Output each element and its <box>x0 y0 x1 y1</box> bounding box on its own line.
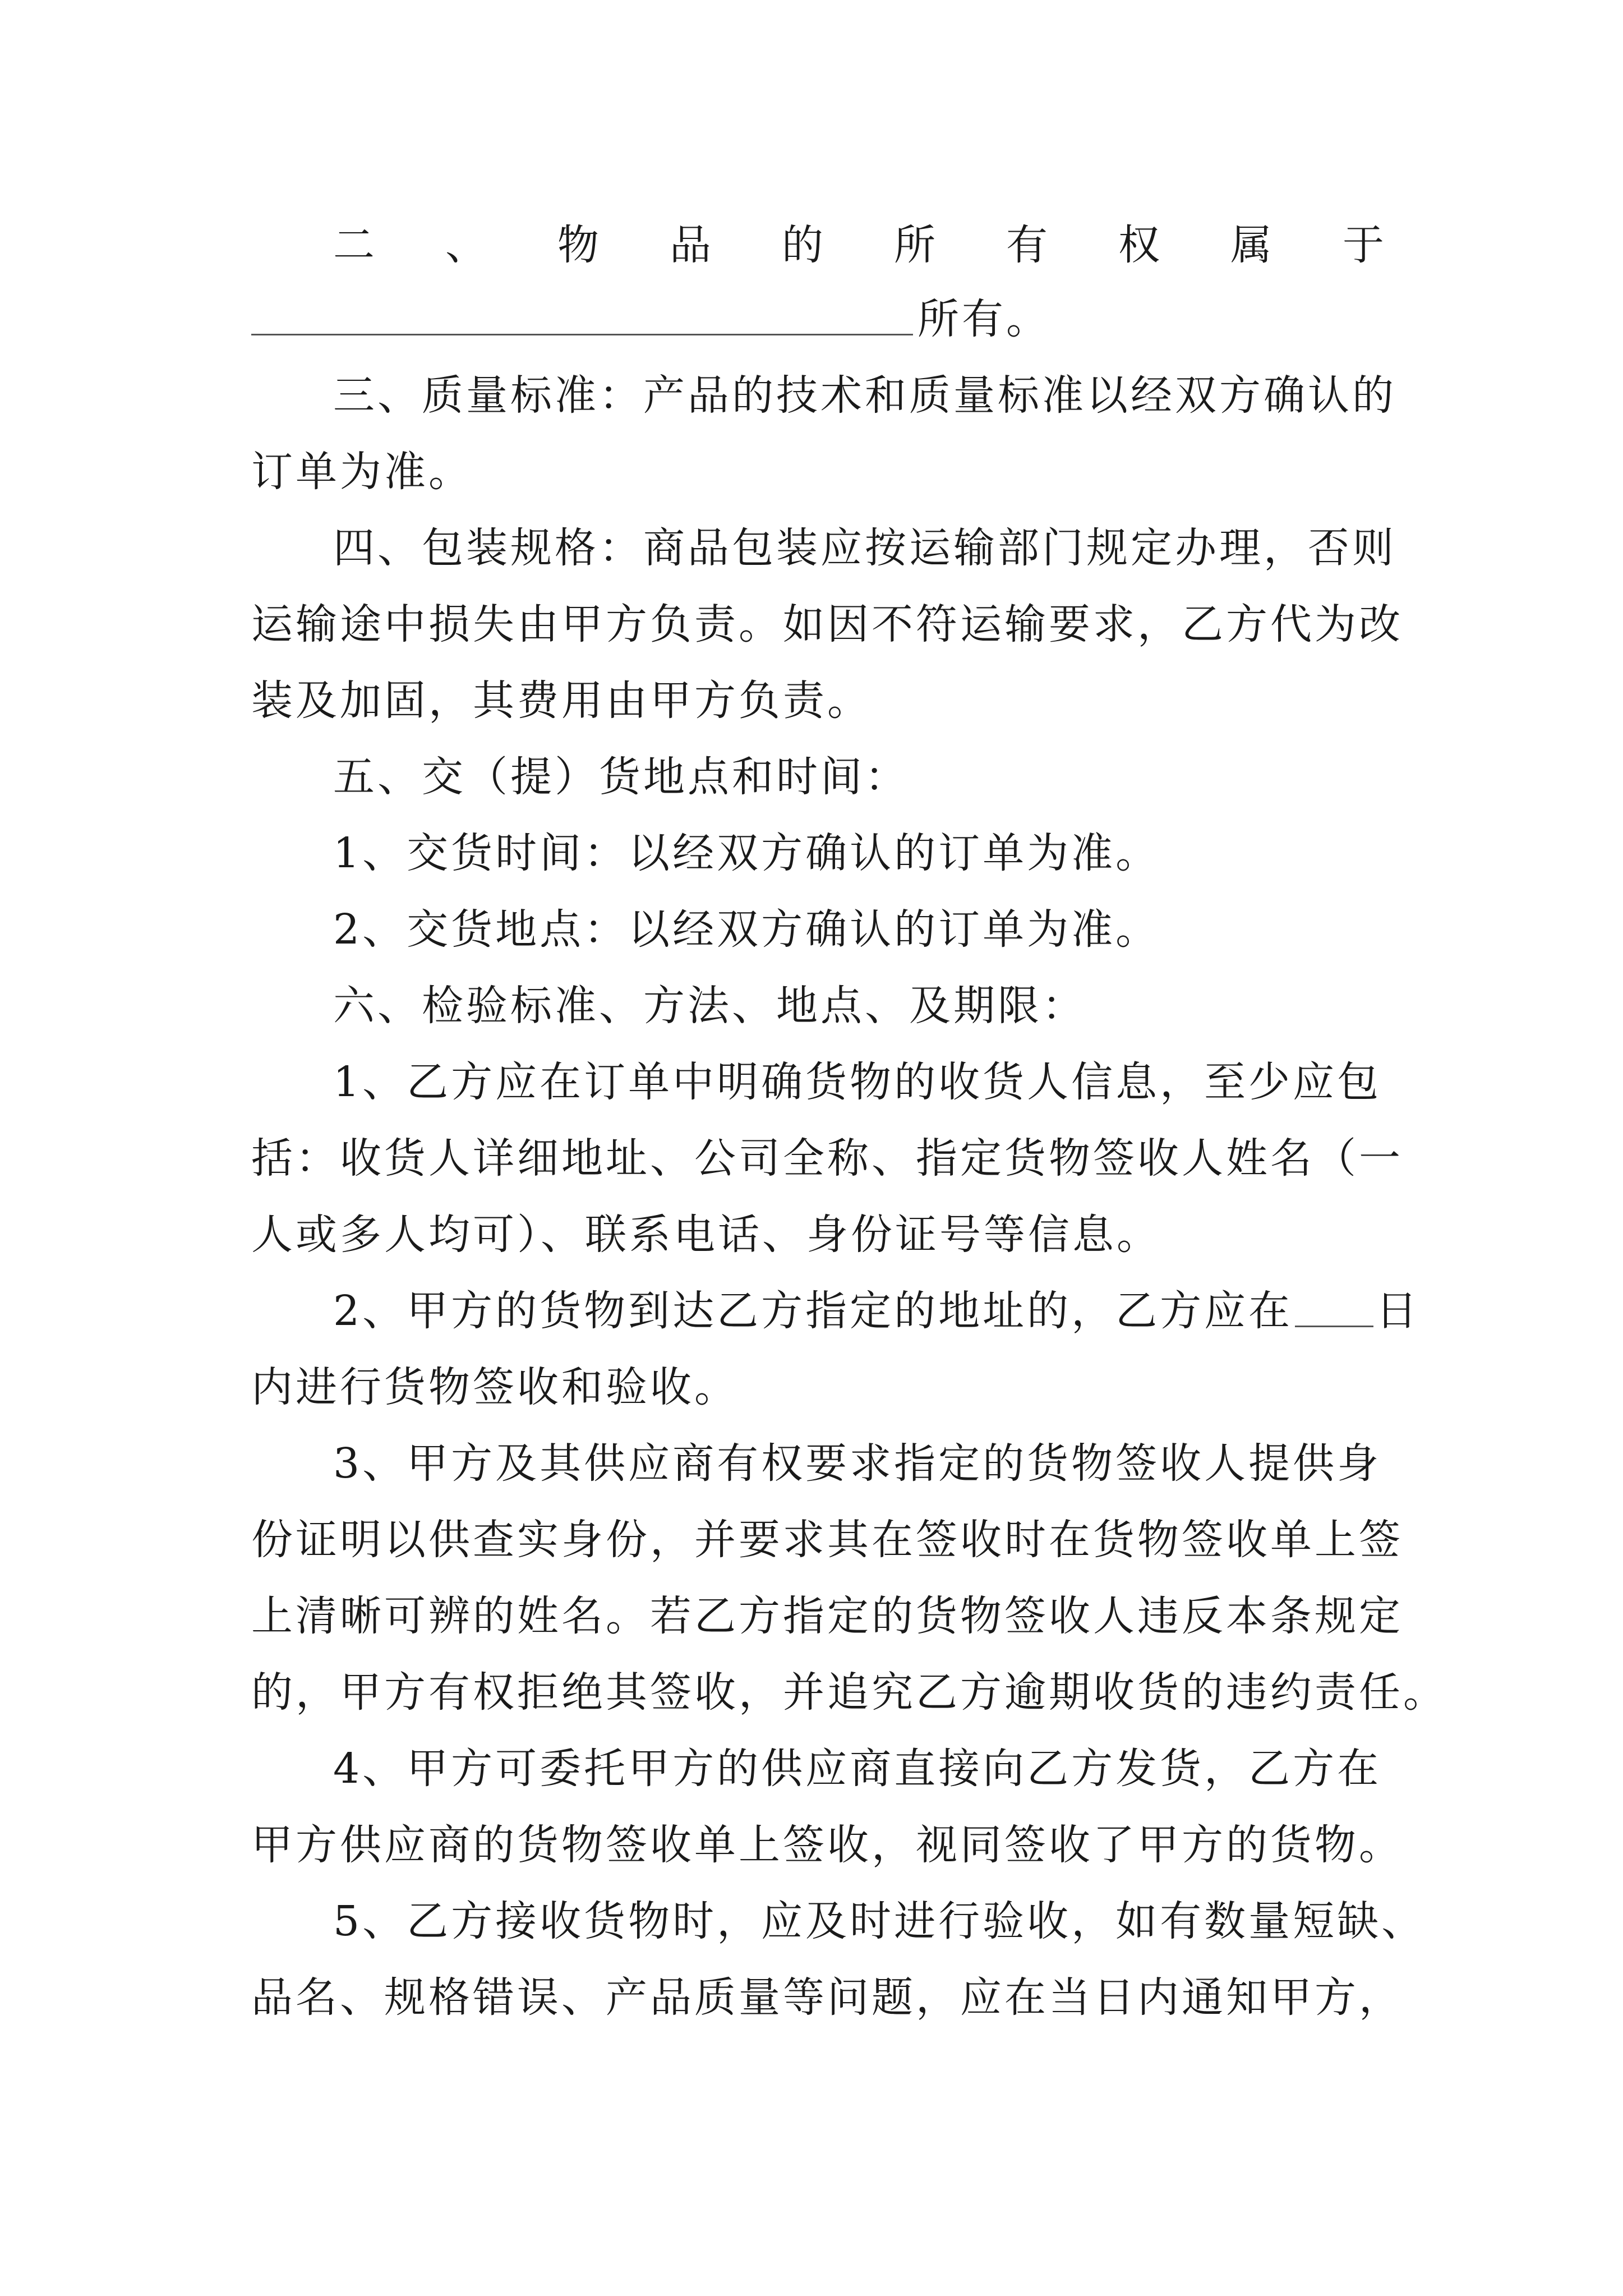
ownership-char: 属 <box>1230 221 1272 269</box>
inspection-clause-2-text: 2、甲方的货物到达乙方指定的地址的，乙方应在 <box>333 1287 1293 1335</box>
ownership-char: 二 <box>333 221 375 269</box>
paragraph-line: 内进行货物签收和验收。 <box>251 1363 739 1411</box>
ownership-char: 的 <box>782 221 823 269</box>
paragraph-line: 括：收货人详细地址、公司全称、指定货物签收人姓名（一 <box>251 1134 1403 1182</box>
paragraph-line: 四、包装规格：商品包装应按运输部门规定办理，否则 <box>333 524 1396 572</box>
paragraph-line: 份证明以供查实身份，并要求其在签收时在货物签收单上签 <box>251 1516 1403 1564</box>
inspection-clause-2-line <box>333 1280 1421 1342</box>
paragraph-line: 装及加固，其费用由甲方负责。 <box>251 677 872 725</box>
paragraph-line: 的，甲方有权拒绝其签收，并追究乙方逾期收货的违约责任。 <box>251 1668 1447 1717</box>
inspection-clause-2-unit: 日 <box>1376 1287 1421 1335</box>
ownership-blank-line <box>251 288 1384 350</box>
paragraph-line: 订单为准。 <box>251 448 473 496</box>
paragraph-line: 品名、规格错误、产品质量等问题，应在当日内通知甲方， <box>251 1973 1403 2022</box>
ownership-char: 、 <box>445 221 487 269</box>
ownership-char: 品 <box>670 221 711 269</box>
paragraph-line: 2、交货地点：以经双方确认的订单为准。 <box>333 905 1160 954</box>
paragraph-line: 五、交（提）货地点和时间： <box>333 753 909 801</box>
days-blank-field <box>1295 1326 1373 1327</box>
paragraph-line: 甲方供应商的货物签收单上签收，视同签收了甲方的货物。 <box>251 1821 1403 1869</box>
paragraph-line: 上清晰可辨的姓名。若乙方指定的货物签收人违反本条规定 <box>251 1592 1403 1640</box>
paragraph-line: 4、甲方可委托甲方的供应商直接向乙方发货，乙方在 <box>333 1745 1382 1793</box>
paragraph-line: 六、检验标准、方法、地点、及期限： <box>333 982 1086 1030</box>
ownership-suffix: 所有。 <box>917 295 1050 343</box>
owner-blank-field <box>251 334 913 335</box>
paragraph-line: 1、交货时间：以经双方确认的订单为准。 <box>333 829 1160 877</box>
paragraph-line: 3、甲方及其供应商有权要求指定的货物签收人提供身 <box>333 1439 1382 1488</box>
ownership-char: 物 <box>557 221 599 269</box>
ownership-char: 权 <box>1118 221 1160 269</box>
ownership-char: 有 <box>1006 221 1048 269</box>
ownership-clause-line <box>333 214 1384 276</box>
paragraph-line: 人或多人均可）、联系电话、身份证号等信息。 <box>251 1211 1161 1259</box>
ownership-char: 所 <box>894 221 935 269</box>
ownership-char: 于 <box>1343 221 1384 269</box>
paragraph-line: 运输途中损失由甲方负责。如因不符运输要求，乙方代为改 <box>251 600 1403 648</box>
paragraph-line: 三、质量标准：产品的技术和质量标准以经双方确认的 <box>333 371 1396 420</box>
paragraph-line: 5、乙方接收货物时，应及时进行验收，如有数量短缺、 <box>333 1897 1426 1945</box>
paragraph-line: 1、乙方应在订单中明确货物的收货人信息，至少应包 <box>333 1058 1382 1106</box>
